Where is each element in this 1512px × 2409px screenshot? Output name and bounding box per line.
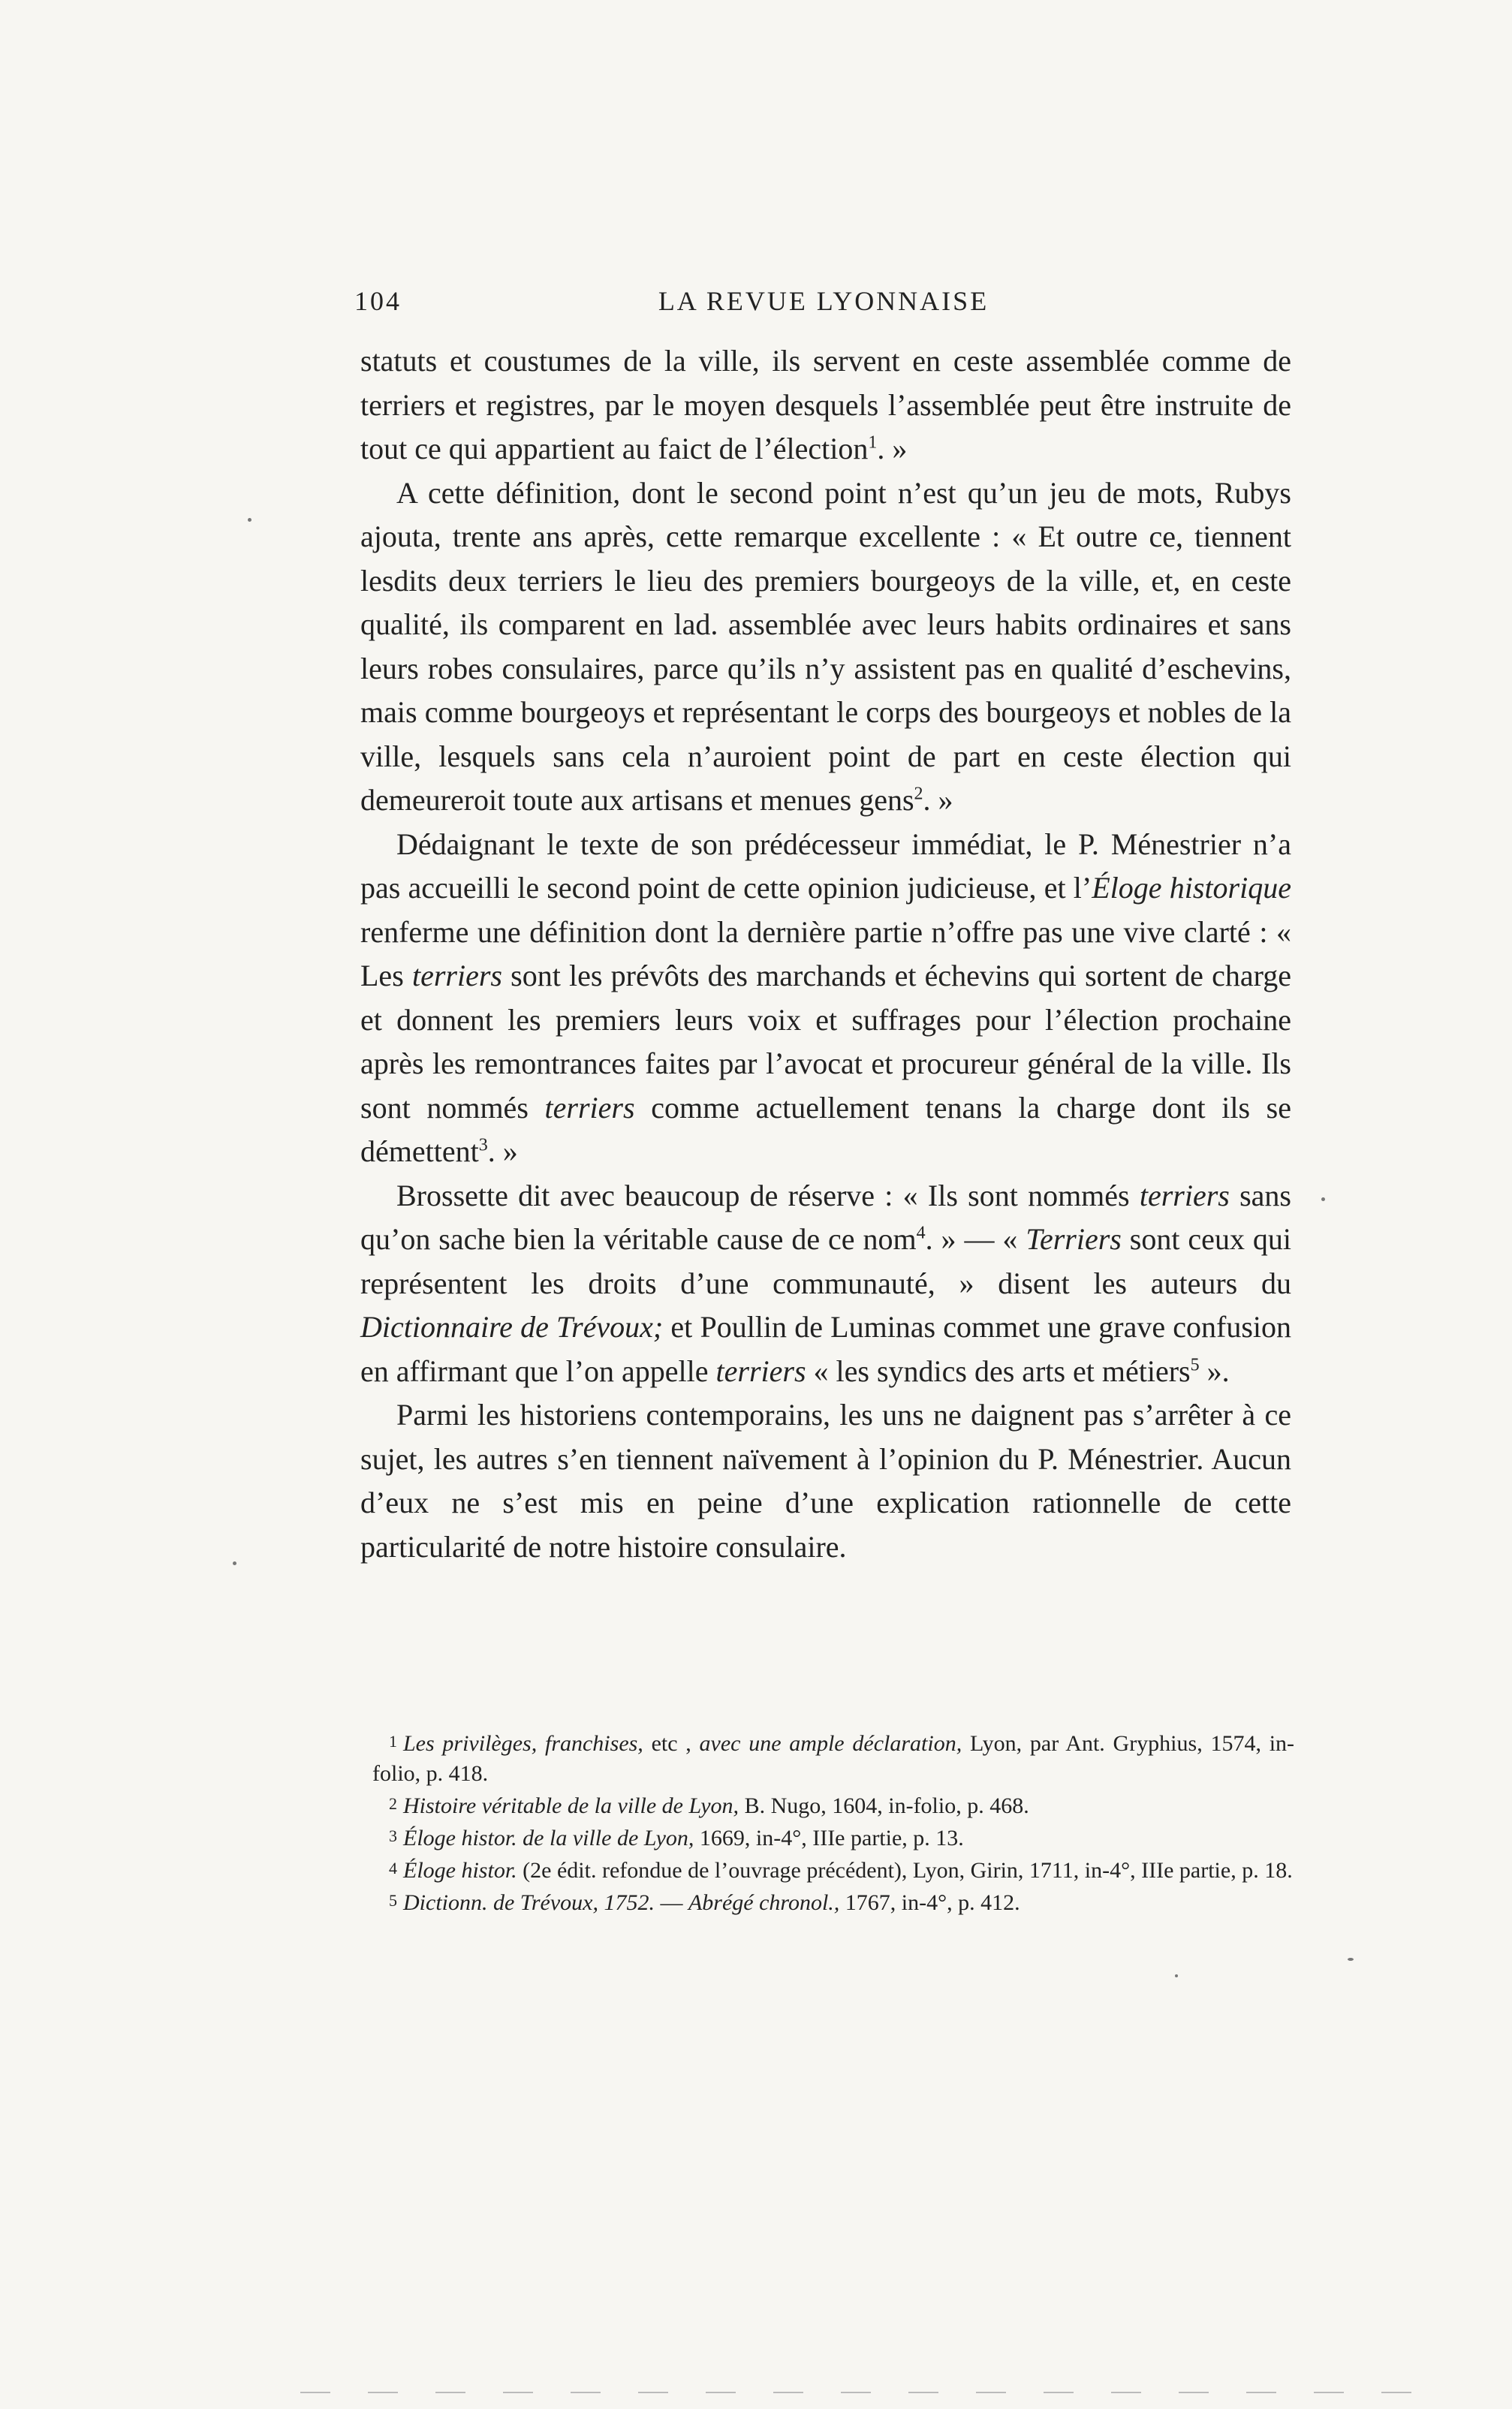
footnote-number: 3 [389,1826,397,1845]
footnote-ref: 2 [914,784,923,804]
italic-run: Éloge histor. [403,1858,517,1883]
scan-speck [233,1561,236,1565]
paragraph [360,823,1291,1174]
page-number: 104 [354,286,402,316]
footnote [372,1886,1294,1918]
text-run: Dédaignant le texte de son prédécesseur immédiat, le P. Ménestrier n’a pas accueilli le second point de cette opinion judicieuse, et l’ [360,827,1291,905]
scan-speck [1348,1958,1354,1961]
italic-run: avec une ample déclaration, [699,1731,962,1756]
main-text [360,339,1291,1569]
text-run: comme actuellement tenans la charge dont ils se démettent [360,1090,1291,1168]
italic-run: Terriers [1026,1222,1122,1256]
italic-run: Dictionn. de Trévoux, 1752. [403,1890,655,1915]
text-run: Brossette dit avec beaucoup de réserve : « Ils sont nommés [396,1178,1140,1212]
footnote-number: 5 [389,1891,397,1910]
italic-run: terriers [715,1354,806,1388]
footnotes [372,1727,1294,1918]
paragraph [360,339,1291,471]
text-run: 1669, in-4°, IIIe partie, p. 13. [694,1826,964,1850]
scan-speck [248,518,251,522]
footnote-number: 4 [389,1859,397,1878]
italic-run: Abrégé chronol., [688,1890,840,1915]
text-run: Lyon, par Ant. Gryphius, 1574, in-folio, p. 418. [372,1731,1295,1786]
text-run: « les syndics des arts et métiers [806,1354,1191,1388]
text-run: statuts et coustumes de la ville, ils servent en ceste assemblée comme de terriers et registres, par le moyen desquels l’assemblée peut être instruite de tout ce qui appartient au faict de l’élection [360,344,1291,465]
paragraph [360,471,1291,823]
text-run: . » [877,432,908,465]
footnote [372,1821,1294,1853]
footnote-ref: 3 [478,1135,488,1155]
text-run: sans qu’on sache bien la véritable cause de ce nom [360,1178,1291,1256]
text-run: . » [487,1134,518,1168]
italic-run: terriers [1139,1178,1230,1212]
text-run: Parmi les historiens contemporains, les uns ne daignent pas s’arrêter à ce sujet, les autres s’en tiennent naïvement à l’opinion du P. Ménestrier. Aucun d’eux ne s’est mis en peine d’une explication rationnelle de cette particularité de notre histoire consulaire. [360,1398,1291,1564]
running-header [354,285,1293,330]
text-run: — [654,1890,688,1915]
italic-run: Les privilèges, franchises, [403,1731,643,1756]
text-run: 1767, in-4°, p. 412. [839,1890,1020,1915]
text-run: etc , [643,1731,700,1756]
italic-run: Dictionnaire de Trévoux; [360,1310,664,1344]
text-run: B. Nugo, 1604, in-folio, p. 468. [739,1793,1029,1818]
italic-run: terriers [411,959,502,992]
text-run: renferme une définition dont la dernière partie n’offre pas une vive clarté : « Les [360,914,1291,992]
italic-run: Éloge historique [1092,871,1291,905]
footnote-ref: 5 [1190,1355,1200,1375]
text-run: sont les prévôts des marchands et échevins qui sortent de charge et donnent les premiers leurs voix et suffrages pour l’élection prochaine après les remontrances faites par l’avocat et procureur général de la ville. Ils sont nommés [360,959,1291,1125]
text-run: . » — « [925,1222,1026,1256]
footnote [372,1853,1294,1886]
text-run: . » [923,783,953,817]
paragraph [360,1174,1291,1394]
text-run: ». [1199,1354,1230,1388]
text-run: et Poullin de Luminas commet une grave confusion en affirmant que l’on appelle [360,1310,1292,1388]
italic-run: Histoire véritable de la ville de Lyon, [403,1793,739,1818]
scan-edge-artifact [300,2392,1426,2393]
italic-run: terriers [544,1090,635,1125]
footnote-ref: 1 [868,432,878,453]
text-run: (2e édit. refondue de l’ouvrage précédent), Lyon, Girin, 1711, in-4°, IIIe partie, p. 18. [517,1858,1293,1883]
footnote [372,1727,1294,1789]
italic-run: Éloge histor. de la ville de Lyon, [403,1826,694,1850]
text-run: A cette définition, dont le second point n’est qu’un jeu de mots, Rubys ajouta, trente ans après, cette remarque excellente : « Et outre ce, tiennent lesdits deux terriers le lieu des premiers bourgeoys de la ville, et, en ceste qualité, ils comparent en lad. assemblée avec leurs habits ordinaires et sans leurs robes consulaires, parce qu’ils n’y assistent pas en qualité d’eschevins, mais comme bourgeoys et représentant le corps des bourgeoys et nobles de la ville, lesquels sans cela n’auroient point de part en ceste élection qui demeureroit toute aux artisans et menues gens [360,475,1291,817]
footnote-number: 1 [389,1732,397,1751]
scan-speck [1175,1974,1178,1977]
text-run: sont ceux qui représentent les droits d’une communauté, » disent les auteurs du [360,1222,1292,1300]
running-title: LA REVUE LYONNAISE [658,286,989,316]
scan-speck [1321,1197,1325,1201]
footnote-ref: 4 [916,1223,926,1243]
footnote [372,1789,1294,1821]
footnote-number: 2 [389,1794,397,1813]
paragraph [360,1393,1291,1569]
